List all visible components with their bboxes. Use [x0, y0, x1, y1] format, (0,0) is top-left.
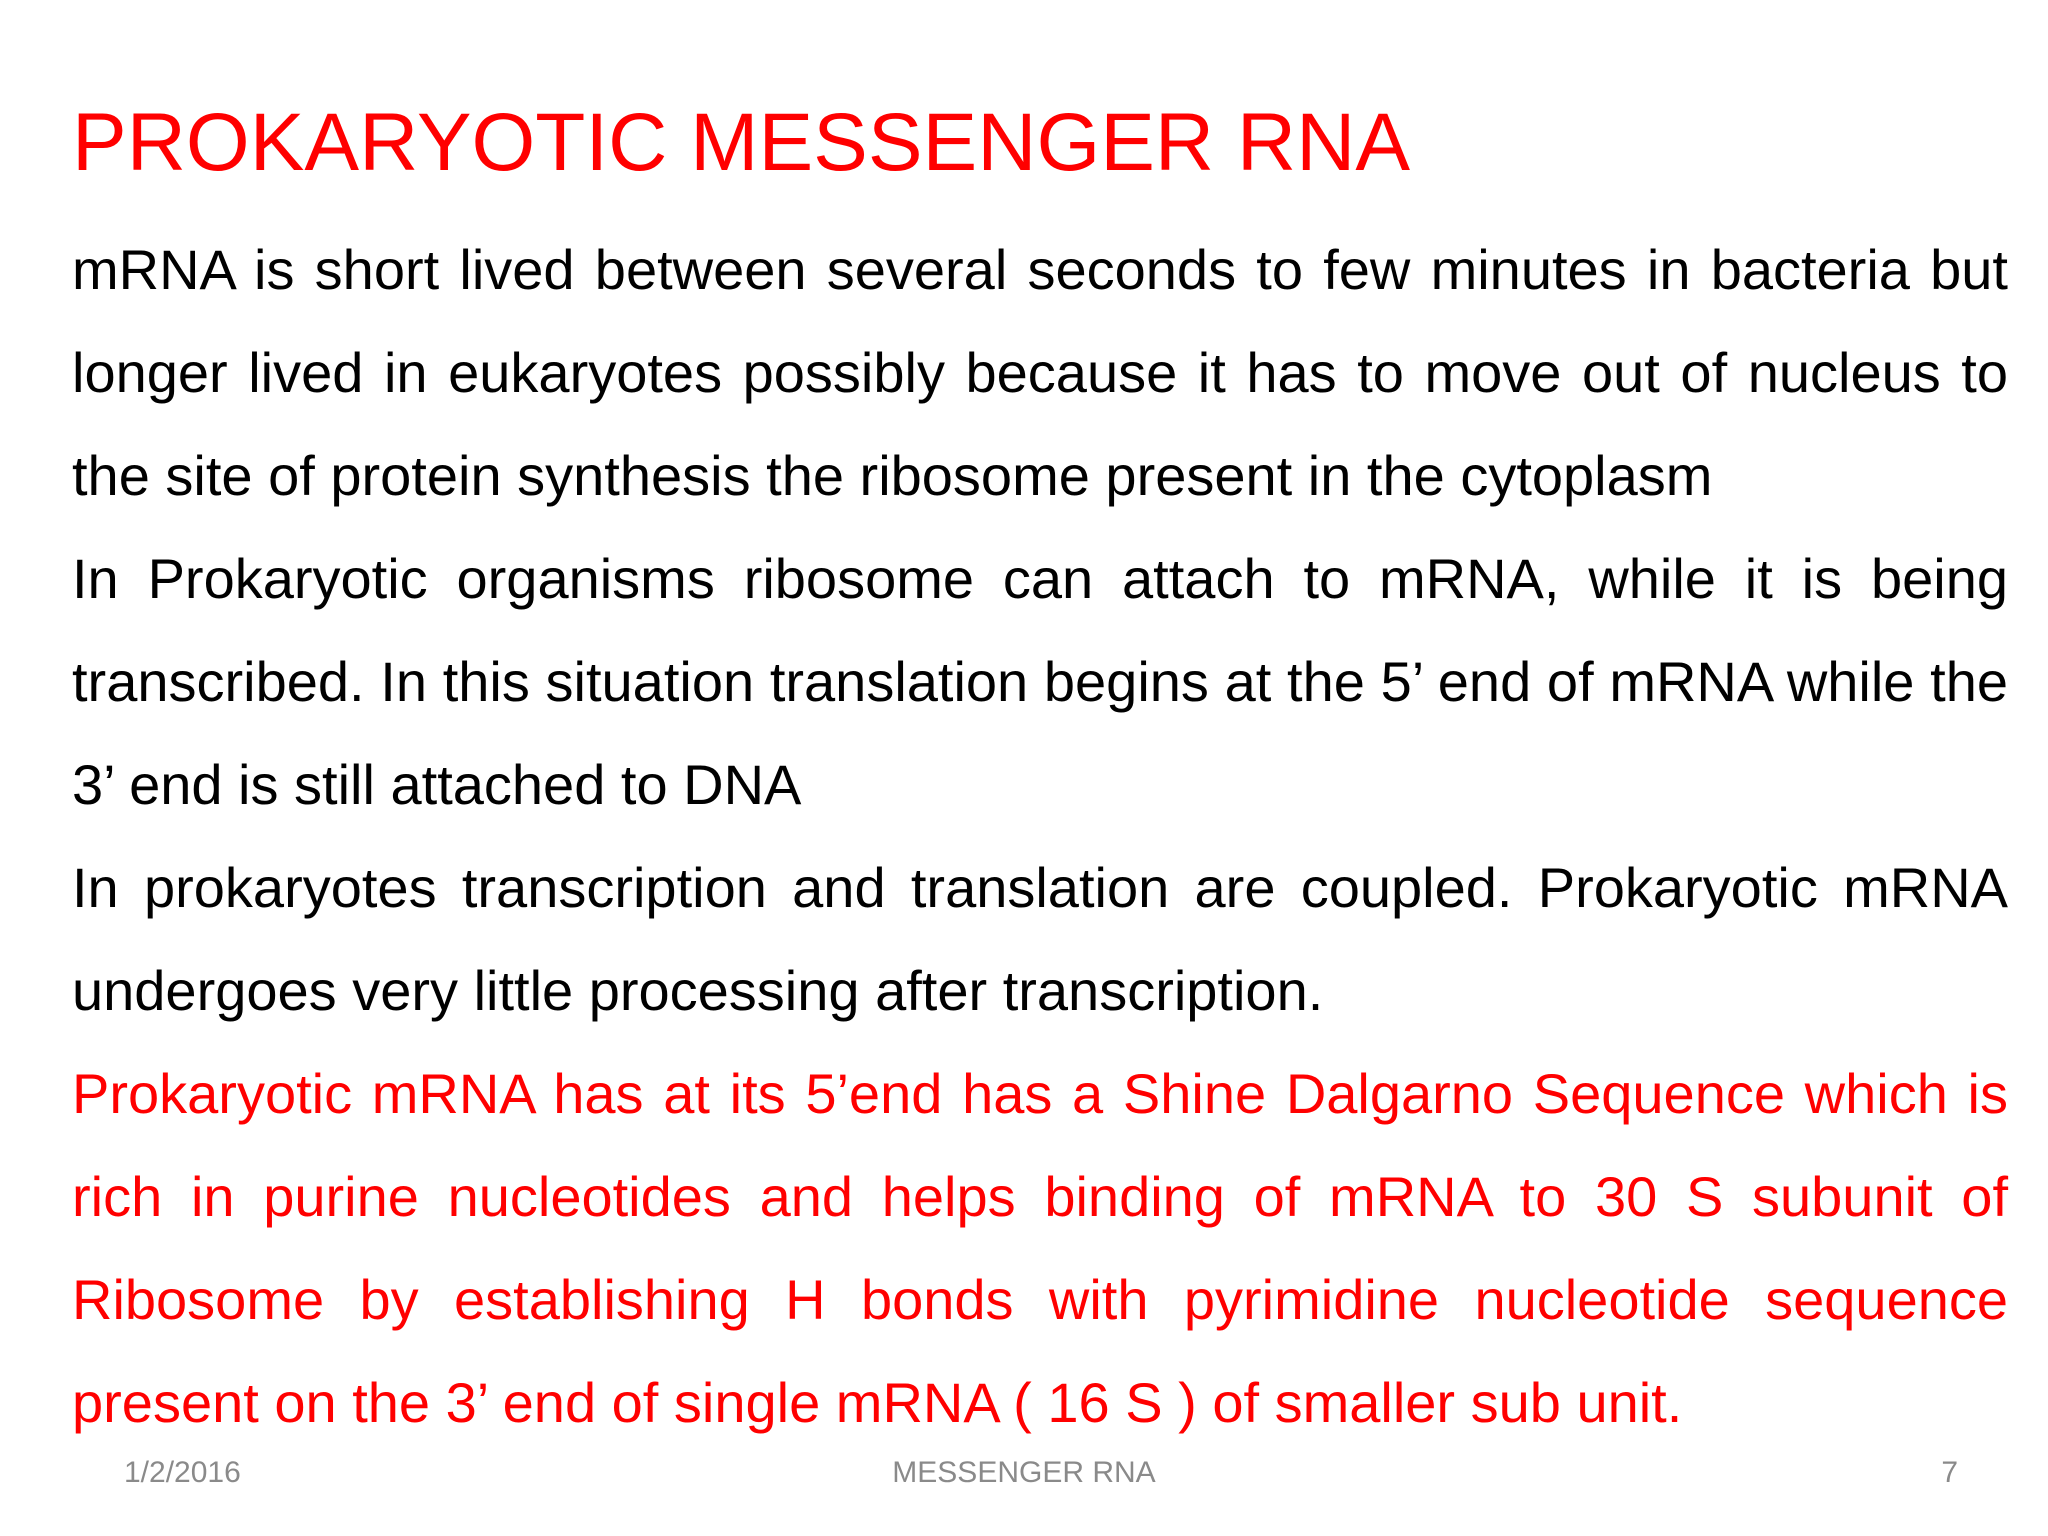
slide-title: PROKARYOTIC MESSENGER RNA: [72, 97, 1411, 188]
footer-page-number: 7: [1941, 1456, 1958, 1489]
footer-date: 1/2/2016: [124, 1456, 241, 1489]
paragraph-shine-dalgarno: Prokaryotic mRNA has at its 5’end has a Shine Dalgarno Sequence which is rich in purine nucleotides and helps binding of mRNA to 30 S subunit of Ribosome by establishing H bonds with pyrimidine nucleotide sequence present on the 3’ end of single mRNA ( 16 S ) of smaller sub unit.: [72, 1062, 2008, 1434]
paragraph-ribosome-attachment: In Prokaryotic organisms ribosome can attach to mRNA, while it is being transcribed. In this situation translation begins at the 5’ end of mRNA while the 3’ end is still attached to DNA: [72, 547, 2008, 816]
paragraph-mrna-lifespan: mRNA is short lived between several seconds to few minutes in bacteria but longer lived in eukaryotes possibly because it has to move out of nucleus to the site of protein synthesis the ribosome present in the cytoplasm: [72, 238, 2008, 507]
footer-title: MESSENGER RNA: [892, 1456, 1156, 1489]
paragraph-coupled-transcription: In prokaryotes transcription and translation are coupled. Prokaryotic mRNA undergoes very little processing after transcription.: [72, 856, 2008, 1022]
slide-body: [72, 218, 2008, 1454]
